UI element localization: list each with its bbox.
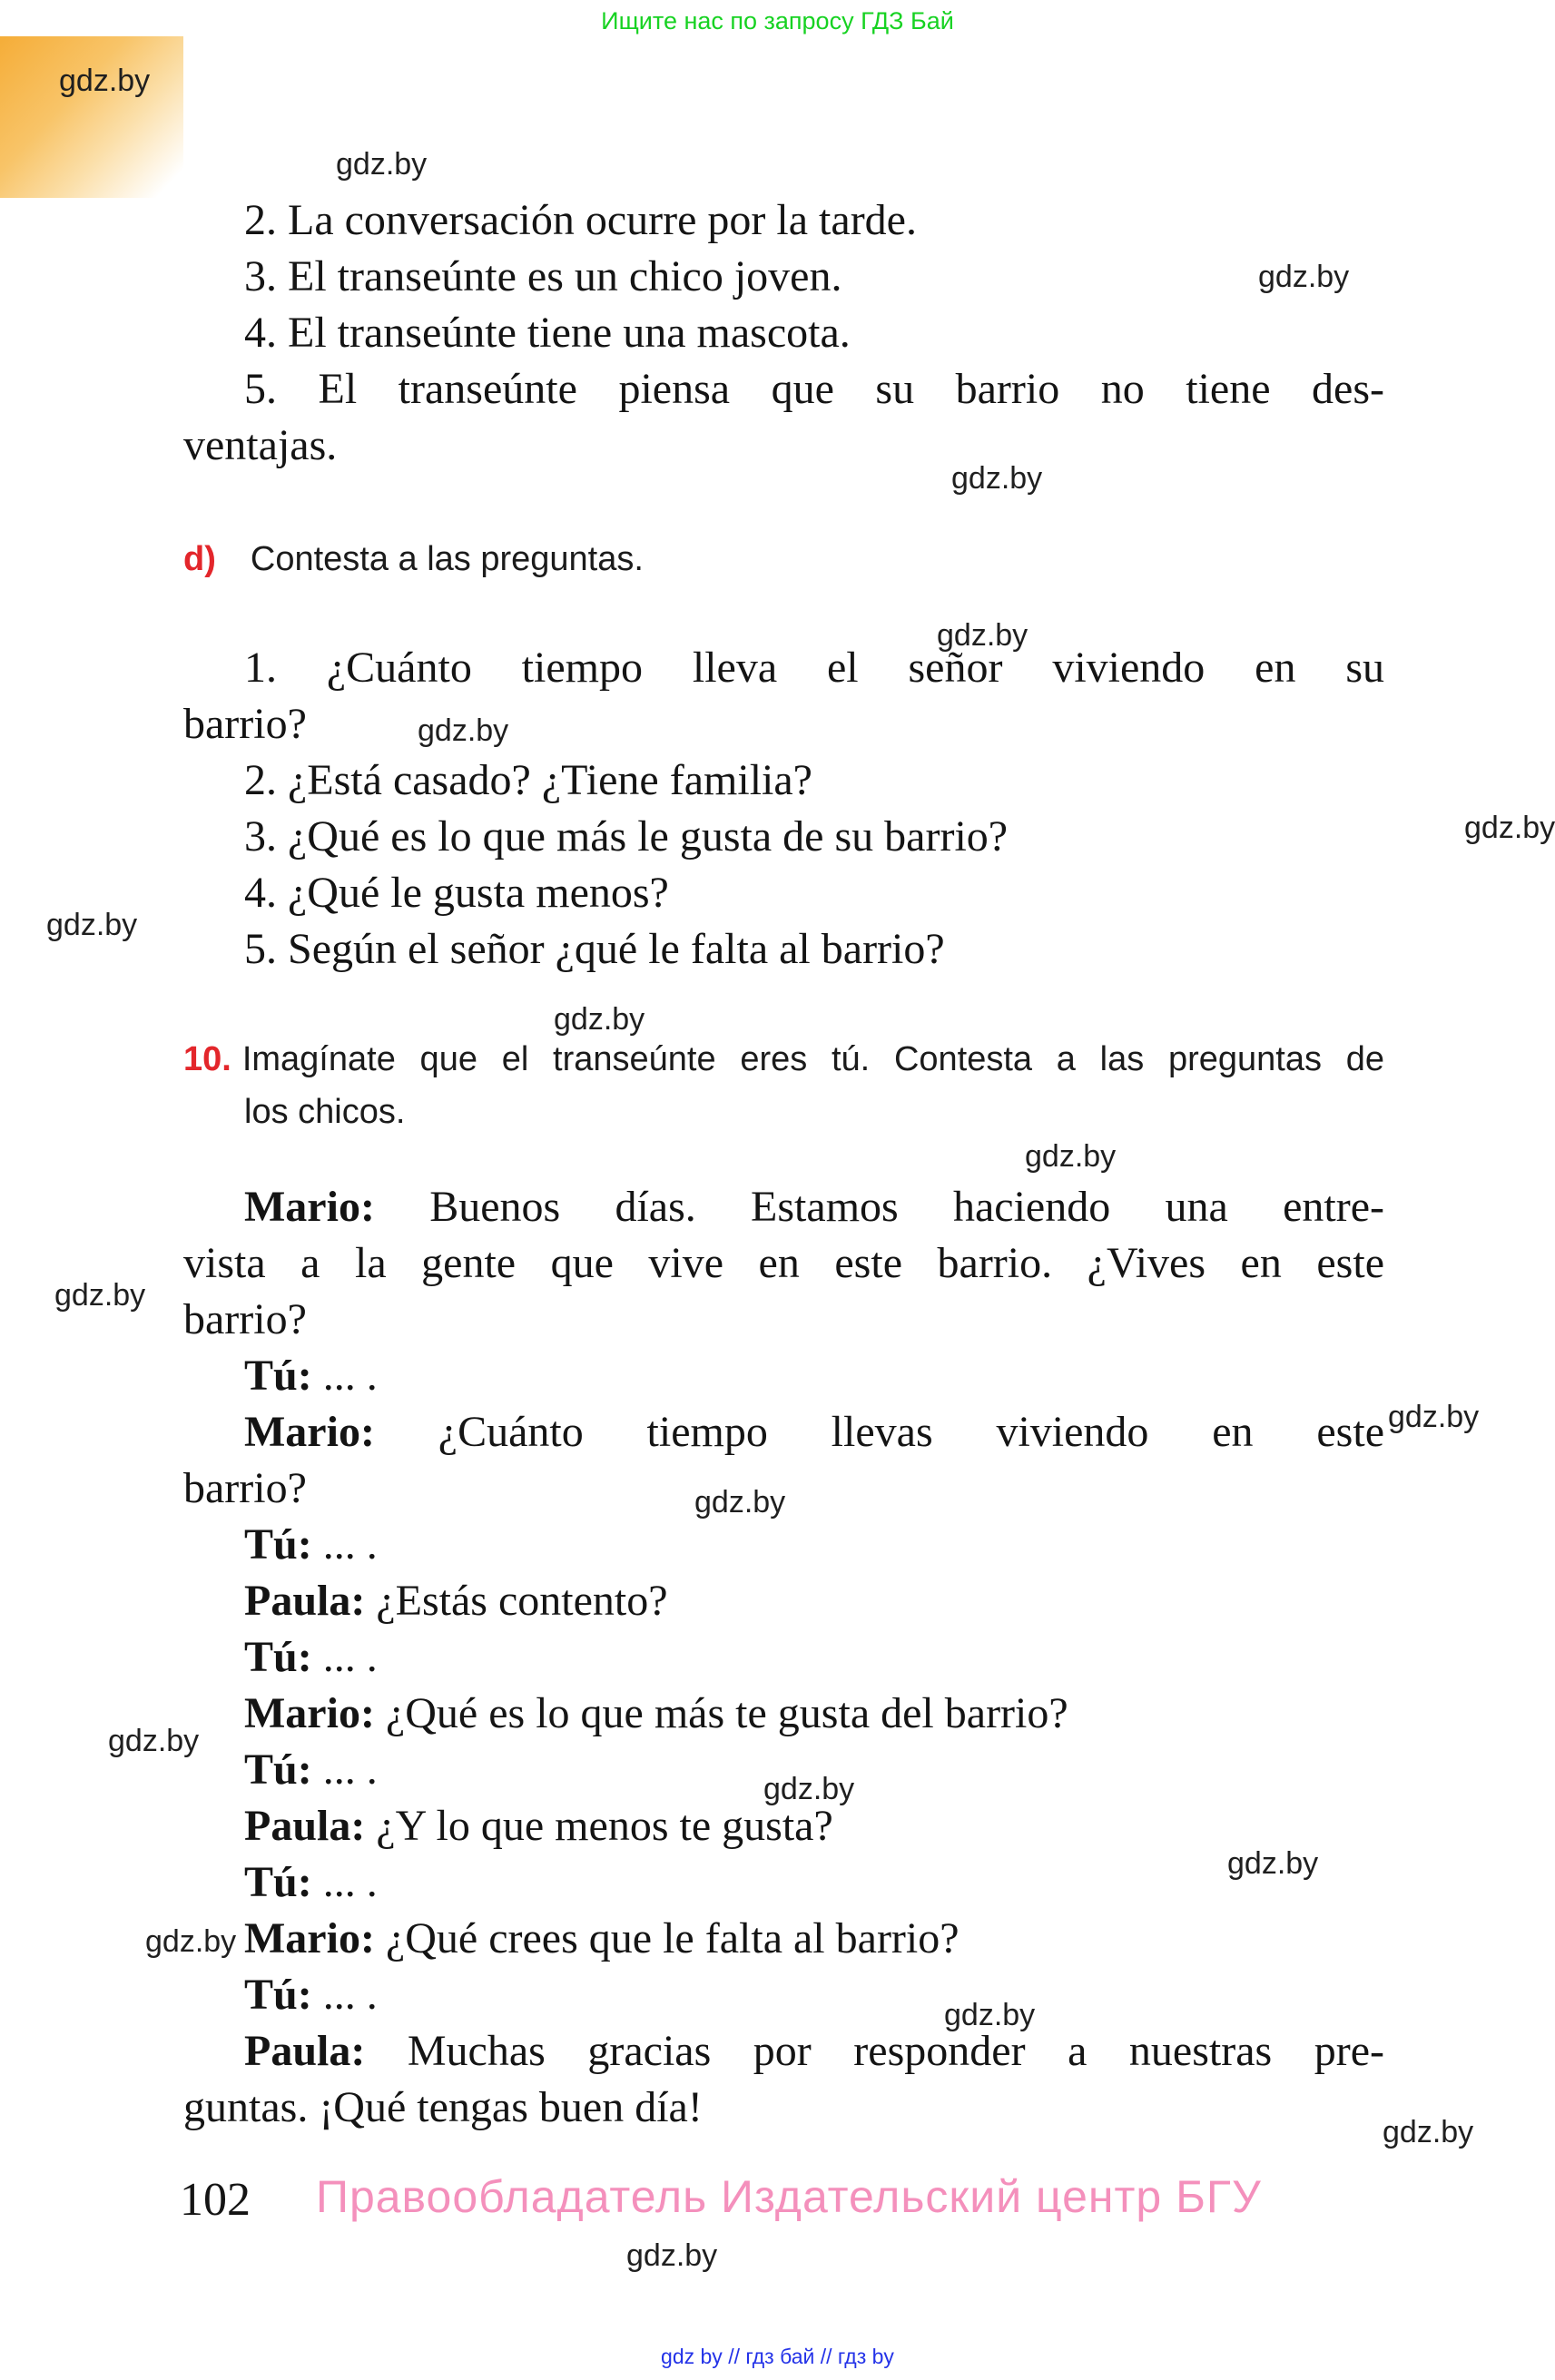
speaker-name: Paula: <box>244 1802 366 1850</box>
dialogue-line: Paula: ¿Estás contento? <box>244 1577 668 1625</box>
task-10-block <box>183 1033 1384 1138</box>
question-line: 1. ¿Cuánto tiempo lleva el señor viviendo en su <box>244 644 1384 692</box>
task-d-row <box>183 533 1384 585</box>
orange-gradient-sticker <box>0 36 183 198</box>
statement-line: 4. El transeúnte tiene una mascota. <box>244 309 851 357</box>
watermark: gdz.by <box>951 461 1043 496</box>
question-line: 4. ¿Qué le gusta menos? <box>244 869 669 917</box>
dialogue-line: Tú: ... . <box>244 1858 378 1906</box>
watermark: gdz.by <box>59 64 151 98</box>
speaker-name: Paula: <box>244 1577 366 1625</box>
dialogue-line: barrio? <box>183 1295 307 1343</box>
speaker-name: Tú: <box>244 1858 312 1906</box>
watermark: gdz.by <box>554 1002 645 1037</box>
speaker-name: Mario: <box>244 1408 375 1456</box>
speaker-name: Tú: <box>244 1971 312 2019</box>
dialogue-line: Mario: Buenos días. Estamos haciendo una entre- <box>244 1183 1384 1231</box>
speaker-name: Mario: <box>244 1914 375 1962</box>
watermark: gdz.by <box>108 1724 200 1758</box>
watermark: gdz.by <box>763 1772 855 1806</box>
question-line: 2. ¿Está casado? ¿Tiene familia? <box>244 756 812 804</box>
watermark: gdz.by <box>937 618 1028 653</box>
watermark: gdz.by <box>418 713 509 748</box>
dialogue-line: Paula: ¿Y lo que menos te gusta? <box>244 1802 833 1850</box>
statements-block <box>183 192 1384 474</box>
dialogue-line: Tú: ... . <box>244 1352 378 1400</box>
task-d-marker: d) <box>183 540 216 578</box>
speaker-name: Tú: <box>244 1633 312 1681</box>
speaker-name: Tú: <box>244 1520 312 1569</box>
watermark: gdz.by <box>626 2238 718 2273</box>
watermark: gdz.by <box>1258 260 1350 294</box>
dialogue-line: Paula: Muchas gracias por responder a nuestras pre- <box>244 2027 1384 2075</box>
question-line: 5. Según el señor ¿qué le falta al barrio? <box>244 925 945 973</box>
statement-line: 3. El transeúnte es un chico joven. <box>244 252 842 300</box>
watermark: gdz.by <box>1464 811 1555 845</box>
dialogue-line: Tú: ... . <box>244 1971 378 2019</box>
watermark: gdz.by <box>1227 1846 1319 1881</box>
dialogue-block <box>183 1179 1384 2136</box>
dialogue-line: Tú: ... . <box>244 1746 378 1794</box>
page-number: 102 <box>180 2174 251 2226</box>
dialogue-line: Tú: ... . <box>244 1633 378 1681</box>
dialogue-line: guntas. ¡Qué tengas buen día! <box>183 2083 703 2131</box>
dialogue-line: Mario: ¿Cuánto tiempo llevas viviendo en este <box>244 1408 1384 1456</box>
speaker-name: Mario: <box>244 1183 375 1231</box>
dialogue-line: barrio? <box>183 1464 307 1512</box>
watermark: gdz.by <box>1025 1139 1117 1174</box>
question-line: barrio? <box>183 700 307 748</box>
speaker-name: Mario: <box>244 1689 375 1737</box>
speaker-name: Tú: <box>244 1352 312 1400</box>
dialogue-line: Tú: ... . <box>244 1520 378 1569</box>
statement-line: ventajas. <box>183 421 338 469</box>
watermark: gdz.by <box>336 147 428 182</box>
watermark: gdz.by <box>1383 2115 1474 2149</box>
questions-block <box>183 640 1384 978</box>
task-d-instruction: Contesta a las preguntas. <box>250 540 644 578</box>
copyright-notice: Правообладатель Издательский центр БГУ <box>316 2171 1262 2222</box>
statement-line: 2. La conversación ocurre por la tarde. <box>244 196 917 244</box>
statement-line: 5. El transeúnte piensa que su barrio no tiene des- <box>244 365 1384 413</box>
speaker-name: Paula: <box>244 2027 366 2075</box>
watermark: gdz.by <box>54 1278 146 1313</box>
dialogue-line: vista a la gente que vive en este barrio. ¿Vives en este <box>183 1239 1384 1287</box>
question-line: 3. ¿Qué es lo que más le gusta de su barrio? <box>244 812 1009 861</box>
promo-header: Ищите нас по запросу ГДЗ Бай <box>601 7 954 34</box>
task-10-marker: 10. <box>183 1040 231 1078</box>
watermark: gdz.by <box>145 1924 237 1959</box>
watermark: gdz.by <box>1388 1400 1480 1434</box>
dialogue-line: Mario: ¿Qué crees que le falta al barrio? <box>244 1914 960 1962</box>
task-10-instruction-line: los chicos. <box>244 1093 406 1131</box>
dialogue-line: Mario: ¿Qué es lo que más te gusta del barrio? <box>244 1689 1068 1737</box>
watermark: gdz.by <box>944 1998 1036 2032</box>
speaker-name: Tú: <box>244 1746 312 1794</box>
watermark: gdz.by <box>694 1485 786 1519</box>
watermark: gdz.by <box>46 908 138 942</box>
task-10-instruction-line: Imagínate que el transeúnte eres tú. Contesta a las preguntas de <box>241 1040 1384 1078</box>
footer-links[interactable]: gdz by // гдз бай // гдз by <box>661 2345 894 2368</box>
